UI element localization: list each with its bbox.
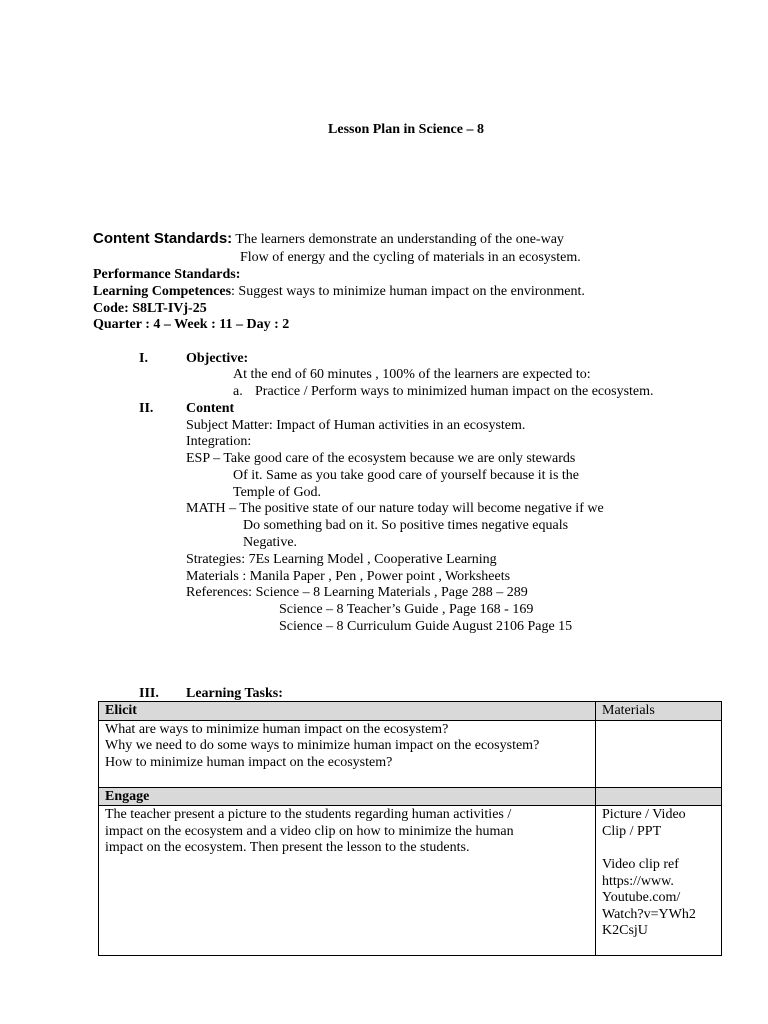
quarter-line: Quarter : 4 – Week : 11 – Day : 2 bbox=[93, 317, 290, 332]
code-line: Code: S8LT-IVj-25 bbox=[93, 301, 207, 316]
references-line-2: Science – 8 Teacher’s Guide , Page 168 - 169 bbox=[279, 602, 534, 617]
engage-line-2: impact on the ecosystem and a video clip on how to minimize the human bbox=[105, 823, 514, 839]
engage-line-1: The teacher present a picture to the students regarding human activities / bbox=[105, 807, 512, 823]
elicit-question-3: How to minimize human impact on the ecosystem? bbox=[105, 754, 393, 770]
objective-label: Objective: bbox=[186, 351, 249, 366]
references-line-1: References: Science – 8 Learning Materials , Page 288 – 289 bbox=[186, 585, 528, 600]
engage-material-4: Video clip ref bbox=[602, 856, 679, 872]
content-standards-label: Content Standards: bbox=[93, 230, 233, 247]
video-link-line-2: Youtube.com/ bbox=[602, 890, 681, 906]
subject-matter-label: Subject Matter bbox=[186, 418, 269, 433]
learning-tasks-label: Learning Tasks: bbox=[186, 686, 283, 701]
performance-standards-label: Performance Standards: bbox=[93, 267, 241, 282]
elicit-cell bbox=[99, 720, 596, 787]
esp-line-3: Temple of God. bbox=[233, 485, 322, 500]
esp-line-1: ESP – Take good care of the ecosystem because we are only stewards bbox=[186, 451, 576, 466]
integration-label: Integration: bbox=[186, 434, 252, 449]
learning-tasks-numeral: III. bbox=[139, 686, 159, 701]
elicit-question-2: Why we need to do some ways to minimize human impact on the ecosystem? bbox=[105, 738, 540, 754]
elicit-question-1: What are ways to minimize human impact on the ecosystem? bbox=[105, 721, 449, 737]
materials-line: Materials : Manila Paper , Pen , Power point , Worksheets bbox=[186, 569, 511, 584]
objective-item-a-marker: a. bbox=[233, 384, 243, 399]
engage-material-blank bbox=[602, 840, 715, 857]
engage-cell bbox=[99, 806, 596, 956]
math-line-1: MATH – The positive state of our nature today will become negative if we bbox=[186, 501, 604, 516]
materials-header: Materials bbox=[596, 702, 722, 721]
engage-header-blank bbox=[596, 787, 722, 806]
esp-line-2: Of it. Same as you take good care of yourself because it is the bbox=[233, 468, 580, 483]
engage-header-row bbox=[99, 787, 722, 806]
engage-material-1: Picture / Video bbox=[602, 807, 686, 823]
elicit-materials-cell bbox=[596, 720, 722, 787]
content-standards-text-2: Flow of energy and the cycling of materials in an ecosystem. bbox=[240, 250, 581, 265]
math-line-3: Negative. bbox=[243, 535, 298, 550]
engage-header: Engage bbox=[99, 787, 596, 806]
video-link-line-3: Watch?v=YWh2 bbox=[602, 906, 696, 922]
learning-competences bbox=[93, 284, 585, 301]
objective-item-a-text: Practice / Perform ways to minimized human impact on the ecosystem. bbox=[255, 384, 654, 399]
elicit-header: Elicit bbox=[99, 702, 596, 721]
learning-tasks-table bbox=[98, 701, 722, 956]
elicit-row bbox=[99, 720, 722, 787]
content-numeral: II. bbox=[139, 401, 154, 416]
engage-line-3: impact on the ecosystem. Then present the lesson to the students. bbox=[105, 840, 470, 856]
video-link-line-1: https://www. bbox=[602, 873, 674, 889]
strategies-line: Strategies: 7Es Learning Model , Cooperative Learning bbox=[186, 552, 497, 567]
objective-numeral: I. bbox=[139, 351, 148, 366]
math-line-2: Do something bad on it. So positive times negative equals bbox=[243, 518, 569, 533]
content-standards bbox=[93, 231, 564, 249]
engage-materials-cell bbox=[596, 806, 722, 956]
learning-competences-label: Learning Competences bbox=[93, 284, 232, 299]
content-label: Content bbox=[186, 401, 235, 416]
document-title: Lesson Plan in Science – 8 bbox=[328, 122, 484, 137]
learning-competences-text: : Suggest ways to minimize human impact on the environment. bbox=[231, 284, 585, 299]
elicit-header-row bbox=[99, 702, 722, 721]
subject-matter-text: : Impact of Human activities in an ecosystem. bbox=[268, 418, 526, 433]
engage-row bbox=[99, 806, 722, 956]
subject-matter bbox=[186, 418, 525, 435]
engage-material-2: Clip / PPT bbox=[602, 823, 662, 839]
content-standards-text-1: The learners demonstrate an understanding of the one-way bbox=[235, 232, 564, 247]
video-link-line-4: K2CsjU bbox=[602, 923, 648, 939]
references-line-3: Science – 8 Curriculum Guide August 2106 Page 15 bbox=[279, 619, 573, 634]
objective-line-1: At the end of 60 minutes , 100% of the learners are expected to: bbox=[233, 367, 591, 382]
